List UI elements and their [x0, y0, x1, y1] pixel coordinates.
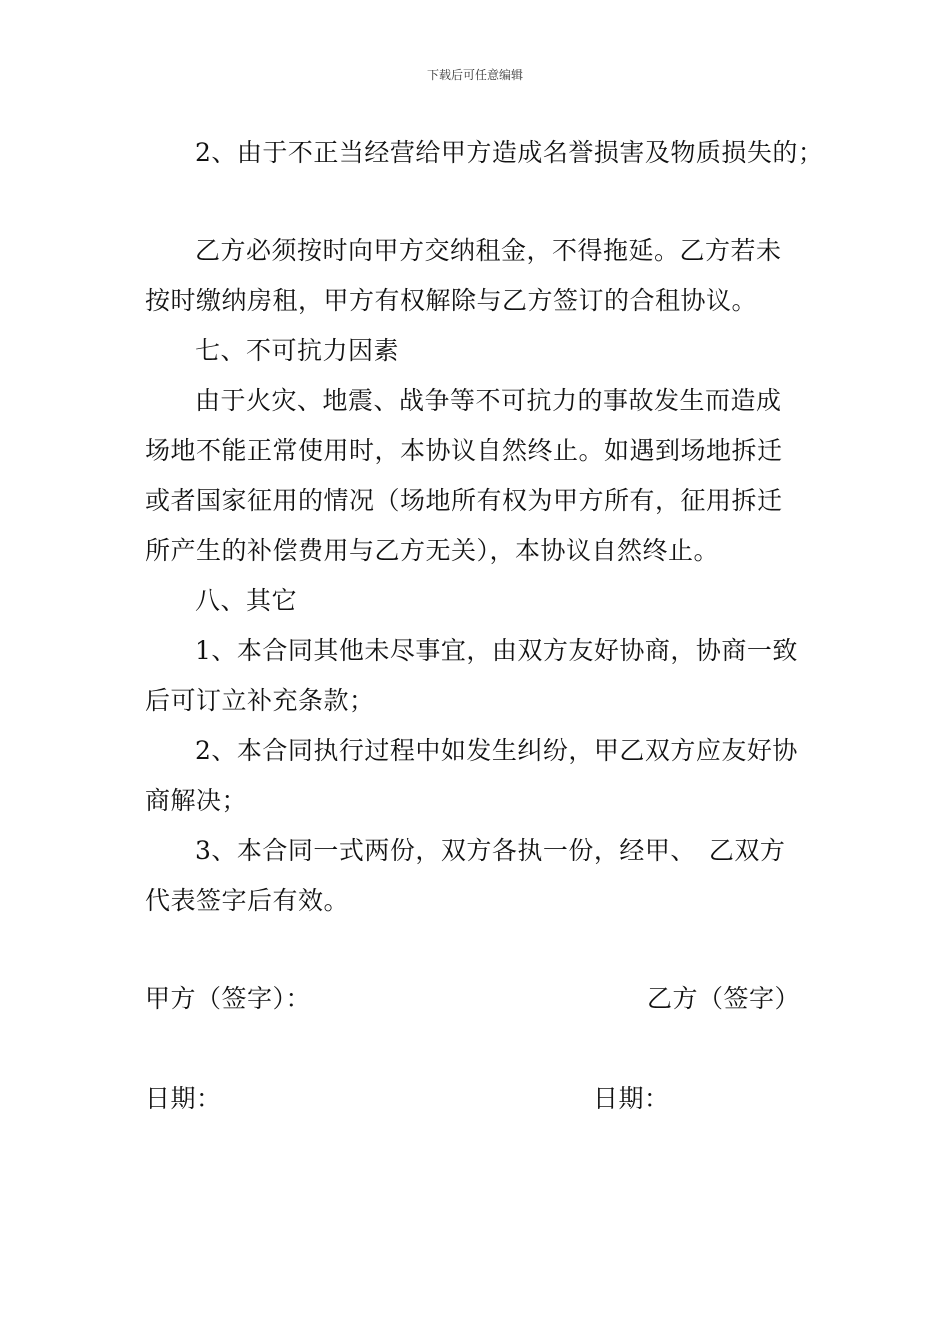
other-clause-1-line-2: 后可订立补充条款； — [145, 686, 375, 715]
rent-payment-paragraph-line-1: 乙方必须按时向甲方交纳租金，不得拖延。乙方若未 — [195, 236, 782, 265]
clause-2-damage: 2、由于不正当经营给甲方造成名誉损害及物质损失的； — [195, 138, 824, 167]
section-8-heading: 八、其它 — [195, 586, 298, 615]
page-header-note: 下载后可任意编辑 — [426, 68, 523, 82]
other-clause-3-line-2: 代表签字后有效。 — [145, 886, 350, 915]
other-clause-2-line-2: 商解决； — [145, 786, 248, 815]
section-7-heading: 七、不可抗力因素 — [195, 336, 400, 365]
force-majeure-line-1: 由于火灾、地震、战争等不可抗力的事故发生而造成 — [195, 386, 782, 415]
other-clause-2-line-1: 2、本合同执行过程中如发生纠纷，甲乙双方应友好协 — [195, 736, 798, 765]
rent-payment-paragraph-line-2: 按时缴纳房租，甲方有权解除与乙方签订的合租协议。 — [145, 286, 758, 315]
force-majeure-line-2: 场地不能正常使用时，本协议自然终止。如遇到场地拆迁 — [145, 436, 783, 465]
party-b-date-label: 日期： — [593, 1084, 670, 1113]
other-clause-1-line-1: 1、本合同其他未尽事宜，由双方友好协商，协商一致 — [195, 636, 798, 665]
party-a-signature-label: 甲方（签字）： — [145, 984, 312, 1013]
force-majeure-line-4: 所产生的补偿费用与乙方无关），本协议自然终止。 — [145, 536, 720, 565]
party-b-signature-label: 乙方（签字） — [647, 984, 801, 1013]
other-clause-3-line-1: 3、本合同一式两份，双方各执一份，经甲、 乙双方 — [195, 836, 786, 865]
party-a-date-label: 日期： — [145, 1084, 222, 1113]
force-majeure-line-3: 或者国家征用的情况（场地所有权为甲方所有，征用拆迁 — [145, 486, 783, 515]
